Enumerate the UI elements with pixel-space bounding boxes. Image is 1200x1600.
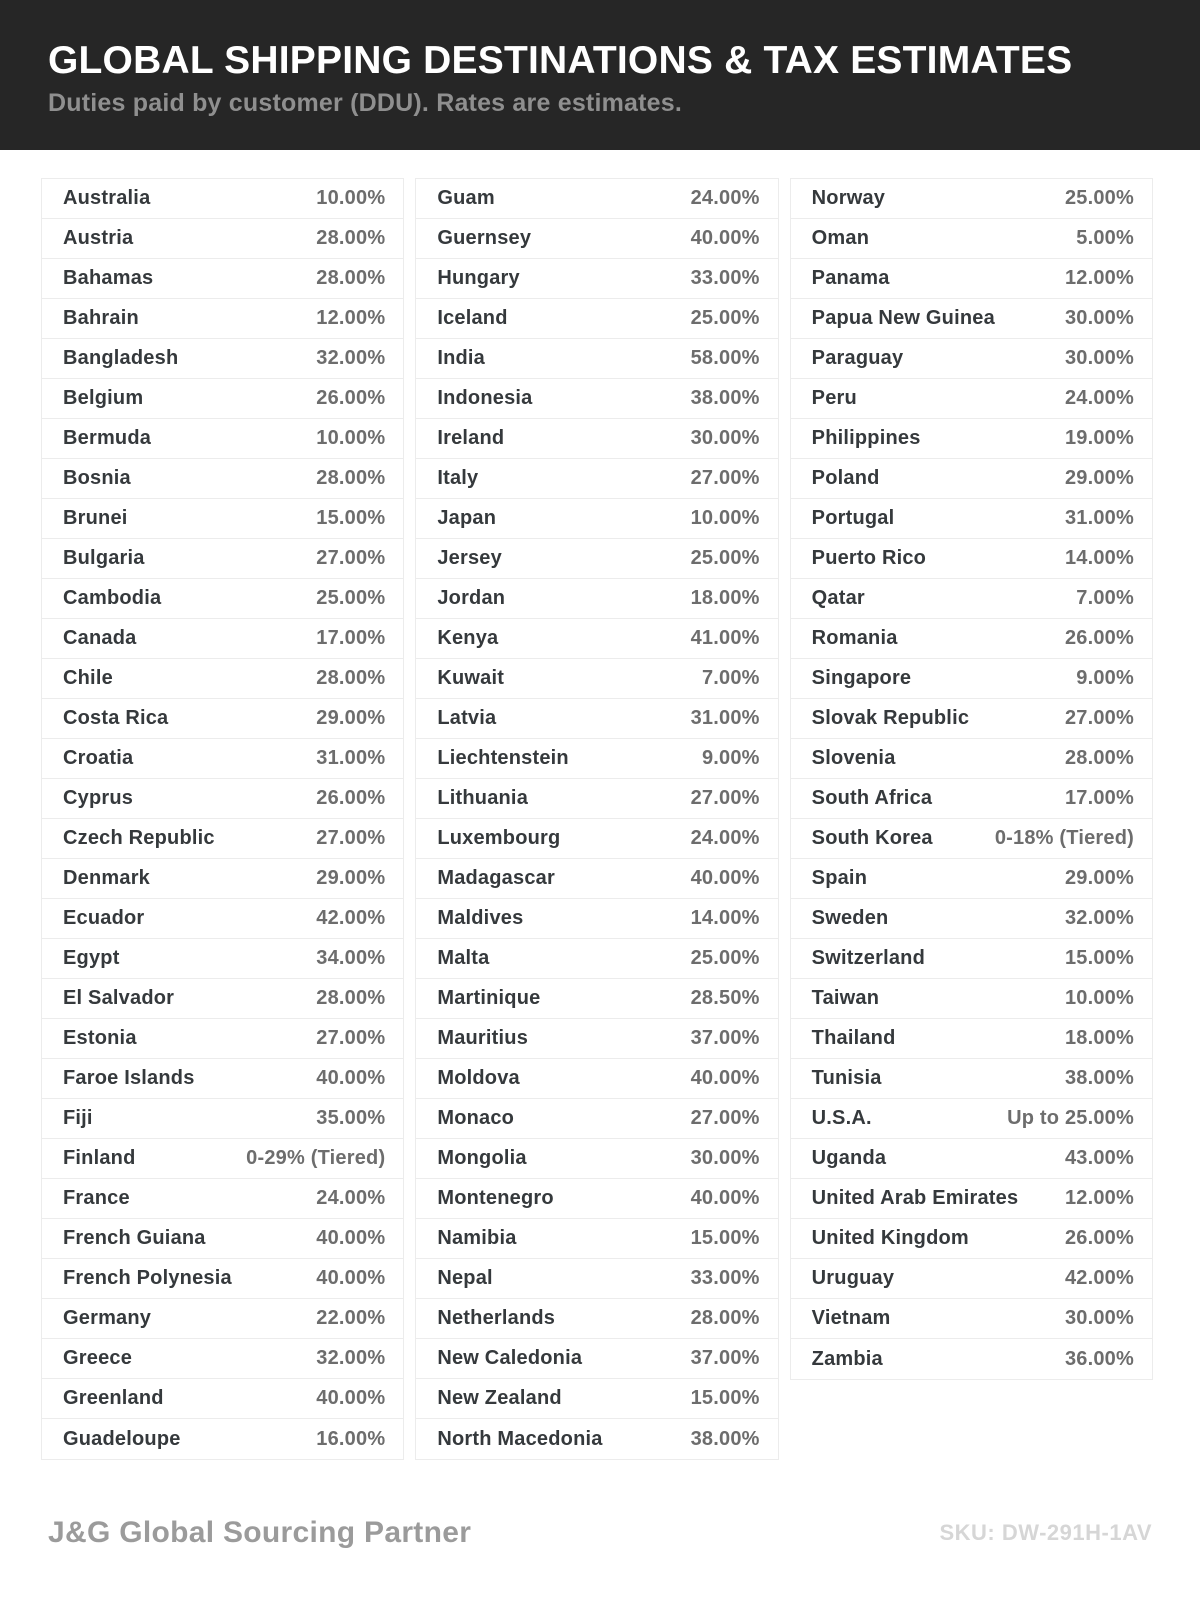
table-row bbox=[42, 1179, 403, 1219]
country-name: Guadeloupe bbox=[63, 1427, 181, 1450]
tax-rate: 34.00% bbox=[316, 947, 386, 969]
tax-rate: 0-29% (Tiered) bbox=[246, 1147, 386, 1169]
table-row bbox=[416, 1099, 777, 1139]
tax-rate: 0-18% (Tiered) bbox=[994, 827, 1134, 849]
table-row bbox=[791, 419, 1152, 459]
country-name: Guernsey bbox=[437, 227, 532, 249]
table-row bbox=[791, 499, 1152, 539]
table-row bbox=[791, 779, 1152, 819]
tax-rate: 27.00% bbox=[1064, 707, 1134, 729]
table-row bbox=[791, 219, 1152, 259]
tax-rate: 30.00% bbox=[1064, 307, 1134, 329]
table-row bbox=[42, 699, 403, 739]
tax-rate: 40.00% bbox=[316, 1227, 386, 1249]
tax-rate: 32.00% bbox=[1064, 907, 1134, 929]
table-row bbox=[42, 979, 403, 1019]
country-name: Cambodia bbox=[63, 587, 162, 609]
country-name: Bahamas bbox=[63, 267, 154, 289]
country-name: Estonia bbox=[63, 1027, 137, 1049]
tax-rate: 14.00% bbox=[1064, 547, 1134, 569]
country-name: Japan bbox=[437, 507, 497, 529]
country-name: Bangladesh bbox=[63, 347, 179, 369]
tax-rate: 28.00% bbox=[690, 1307, 760, 1329]
tax-rate: 27.00% bbox=[316, 547, 386, 569]
tax-rate: 15.00% bbox=[1064, 947, 1134, 969]
country-name: Paraguay bbox=[811, 347, 904, 369]
tax-rate: 26.00% bbox=[1064, 1227, 1134, 1249]
table-row bbox=[416, 1339, 777, 1379]
country-name: Canada bbox=[63, 627, 137, 649]
country-name: Mongolia bbox=[437, 1147, 527, 1169]
country-name: Moldova bbox=[437, 1067, 520, 1089]
tax-rate: 30.00% bbox=[690, 1147, 760, 1169]
table-row bbox=[416, 339, 777, 379]
tax-rate: 28.00% bbox=[316, 467, 386, 489]
table-row bbox=[416, 1019, 777, 1059]
tax-rate: 32.00% bbox=[316, 347, 386, 369]
table-row bbox=[416, 259, 777, 299]
table-row bbox=[416, 699, 777, 739]
country-name: Peru bbox=[811, 387, 857, 409]
country-name: Iceland bbox=[437, 307, 508, 329]
country-name: Jordan bbox=[437, 587, 506, 609]
country-name: Norway bbox=[811, 187, 886, 209]
country-name: Madagascar bbox=[437, 867, 555, 889]
country-name: Cyprus bbox=[63, 787, 134, 809]
country-name: Slovenia bbox=[811, 747, 896, 769]
tax-rate: 40.00% bbox=[690, 1067, 760, 1089]
country-name: South Africa bbox=[811, 787, 933, 809]
tax-rate: 10.00% bbox=[690, 507, 760, 529]
table-row bbox=[416, 1299, 777, 1339]
tax-rate: 32.00% bbox=[316, 1347, 386, 1369]
table-row bbox=[42, 859, 403, 899]
tax-rate: 33.00% bbox=[690, 1267, 760, 1289]
tax-rate: 24.00% bbox=[1064, 387, 1134, 409]
country-name: Egypt bbox=[63, 947, 120, 969]
table-row bbox=[416, 179, 777, 219]
table-row bbox=[791, 939, 1152, 979]
tax-rate: 35.00% bbox=[316, 1107, 386, 1129]
table-row bbox=[42, 539, 403, 579]
table-row bbox=[416, 539, 777, 579]
country-name: Sweden bbox=[811, 907, 889, 929]
table-row bbox=[791, 859, 1152, 899]
tax-rate: 40.00% bbox=[316, 1267, 386, 1289]
table-row bbox=[416, 619, 777, 659]
tax-rate: 14.00% bbox=[690, 907, 760, 929]
country-name: Romania bbox=[811, 627, 898, 649]
country-name: Fiji bbox=[63, 1107, 93, 1129]
rate-column-2 bbox=[415, 178, 778, 1460]
country-name: New Zealand bbox=[437, 1387, 562, 1409]
country-name: Zambia bbox=[811, 1347, 883, 1370]
table-row bbox=[416, 939, 777, 979]
table-row bbox=[42, 659, 403, 699]
tax-rate: 30.00% bbox=[690, 427, 760, 449]
rate-column-1 bbox=[41, 178, 404, 1460]
table-row bbox=[416, 499, 777, 539]
tax-rate: 37.00% bbox=[690, 1347, 760, 1369]
country-name: Malta bbox=[437, 947, 490, 969]
tax-rate: 41.00% bbox=[690, 627, 760, 649]
tax-rate: 25.00% bbox=[690, 547, 760, 569]
tax-rate: 5.00% bbox=[1076, 227, 1134, 249]
tax-rate: 10.00% bbox=[1064, 987, 1134, 1009]
table-row bbox=[791, 259, 1152, 299]
table-row bbox=[42, 1219, 403, 1259]
tax-rate: 25.00% bbox=[690, 947, 760, 969]
tax-rate: 18.00% bbox=[1064, 1027, 1134, 1049]
tax-rate: 25.00% bbox=[1064, 187, 1134, 209]
tax-rate: 28.00% bbox=[316, 267, 386, 289]
country-name: Papua New Guinea bbox=[811, 307, 995, 329]
country-name: Namibia bbox=[437, 1227, 517, 1249]
country-name: French Guiana bbox=[63, 1227, 206, 1249]
tax-rate: 26.00% bbox=[1064, 627, 1134, 649]
country-name: North Macedonia bbox=[437, 1427, 603, 1450]
country-name: Slovak Republic bbox=[811, 707, 970, 729]
table-row bbox=[416, 379, 777, 419]
tax-rate: 25.00% bbox=[316, 587, 386, 609]
country-name: Uruguay bbox=[811, 1267, 895, 1289]
country-name: Oman bbox=[811, 227, 870, 249]
table-row bbox=[791, 1339, 1152, 1379]
tax-rate: 15.00% bbox=[316, 507, 386, 529]
country-name: Poland bbox=[811, 467, 880, 489]
country-name: Spain bbox=[811, 867, 868, 889]
table-row bbox=[791, 1139, 1152, 1179]
tax-rate: 37.00% bbox=[690, 1027, 760, 1049]
table-row bbox=[416, 1179, 777, 1219]
table-row bbox=[42, 299, 403, 339]
tax-rate: 29.00% bbox=[316, 707, 386, 729]
tax-rate: 10.00% bbox=[316, 427, 386, 449]
country-name: Puerto Rico bbox=[811, 547, 927, 569]
table-row bbox=[42, 1379, 403, 1419]
table-row bbox=[42, 339, 403, 379]
table-row bbox=[42, 819, 403, 859]
country-name: France bbox=[63, 1187, 130, 1209]
country-name: India bbox=[437, 347, 485, 369]
country-name: Tunisia bbox=[811, 1067, 882, 1089]
table-row bbox=[42, 619, 403, 659]
table-row bbox=[416, 779, 777, 819]
tax-rate: 33.00% bbox=[690, 267, 760, 289]
tax-rate: 28.00% bbox=[1064, 747, 1134, 769]
country-name: New Caledonia bbox=[437, 1347, 583, 1369]
table-row bbox=[791, 699, 1152, 739]
rate-column-3 bbox=[790, 178, 1153, 1380]
tax-rate: 7.00% bbox=[701, 667, 760, 689]
table-row bbox=[416, 219, 777, 259]
tax-rate: 38.00% bbox=[690, 1427, 760, 1450]
tax-rate: 24.00% bbox=[316, 1187, 386, 1209]
country-name: Maldives bbox=[437, 907, 524, 929]
tax-rate: 27.00% bbox=[316, 1027, 386, 1049]
table-row bbox=[42, 1419, 403, 1459]
country-name: Greece bbox=[63, 1347, 133, 1369]
table-row bbox=[416, 659, 777, 699]
table-row bbox=[791, 659, 1152, 699]
country-name: Monaco bbox=[437, 1107, 515, 1129]
table-row bbox=[791, 179, 1152, 219]
table-row bbox=[42, 379, 403, 419]
table-row bbox=[42, 179, 403, 219]
table-row bbox=[42, 939, 403, 979]
country-name: Bulgaria bbox=[63, 547, 145, 569]
country-name: Bosnia bbox=[63, 467, 131, 489]
table-row bbox=[791, 979, 1152, 1019]
tax-rate: 31.00% bbox=[690, 707, 760, 729]
country-name: Chile bbox=[63, 667, 113, 689]
country-name: Denmark bbox=[63, 867, 150, 889]
table-row bbox=[791, 379, 1152, 419]
tax-rate: 38.00% bbox=[690, 387, 760, 409]
table-row bbox=[416, 1419, 777, 1459]
table-row bbox=[42, 499, 403, 539]
country-name: Switzerland bbox=[811, 947, 925, 969]
tax-rate: 28.00% bbox=[316, 667, 386, 689]
tax-rate: 29.00% bbox=[316, 867, 386, 889]
table-row bbox=[42, 1019, 403, 1059]
tax-rate: 29.00% bbox=[1064, 867, 1134, 889]
tax-rate: 40.00% bbox=[690, 227, 760, 249]
country-name: Faroe Islands bbox=[63, 1067, 195, 1089]
tax-rate: 27.00% bbox=[690, 787, 760, 809]
country-name: Portugal bbox=[811, 507, 895, 529]
country-name: Jersey bbox=[437, 547, 502, 569]
table-row bbox=[791, 819, 1152, 859]
country-name: Nepal bbox=[437, 1267, 493, 1289]
table-row bbox=[416, 1219, 777, 1259]
tax-rate: 22.00% bbox=[316, 1307, 386, 1329]
country-name: United Kingdom bbox=[811, 1227, 969, 1249]
country-name: Bahrain bbox=[63, 307, 139, 329]
footer bbox=[48, 1516, 1152, 1550]
country-name: Luxembourg bbox=[437, 827, 561, 849]
table-row bbox=[42, 1259, 403, 1299]
country-name: Greenland bbox=[63, 1387, 164, 1409]
table-row bbox=[791, 299, 1152, 339]
tax-rate: 17.00% bbox=[316, 627, 386, 649]
country-name: Singapore bbox=[811, 667, 912, 689]
country-name: Germany bbox=[63, 1307, 152, 1329]
page-title: GLOBAL SHIPPING DESTINATIONS & TAX ESTIMATES bbox=[48, 39, 1073, 82]
table-row bbox=[42, 1059, 403, 1099]
country-name: Bermuda bbox=[63, 427, 152, 449]
country-name: Latvia bbox=[437, 707, 497, 729]
country-name: Uganda bbox=[811, 1147, 887, 1169]
table-row bbox=[416, 899, 777, 939]
table-row bbox=[791, 739, 1152, 779]
tax-rate: 28.50% bbox=[690, 987, 760, 1009]
tax-rate: 9.00% bbox=[1076, 667, 1134, 689]
country-name: Montenegro bbox=[437, 1187, 554, 1209]
country-name: El Salvador bbox=[63, 987, 175, 1009]
table-row bbox=[42, 459, 403, 499]
table-row bbox=[791, 619, 1152, 659]
tax-rate: 16.00% bbox=[316, 1427, 386, 1450]
table-row bbox=[42, 779, 403, 819]
country-name: Italy bbox=[437, 467, 479, 489]
country-name: South Korea bbox=[811, 827, 933, 849]
country-name: Qatar bbox=[811, 587, 865, 609]
country-name: Guam bbox=[437, 187, 495, 209]
table-row bbox=[791, 459, 1152, 499]
country-name: Costa Rica bbox=[63, 707, 169, 729]
tax-rate: 12.00% bbox=[316, 307, 386, 329]
table-row bbox=[416, 419, 777, 459]
table-row bbox=[791, 579, 1152, 619]
table-row bbox=[791, 1179, 1152, 1219]
tax-rate: 9.00% bbox=[701, 747, 760, 769]
tax-rate: 38.00% bbox=[1064, 1067, 1134, 1089]
sku-label: SKU: DW-291H-1AV bbox=[939, 1520, 1152, 1545]
brand-name: J&G Global Sourcing Partner bbox=[48, 1516, 472, 1549]
tax-rate: 25.00% bbox=[690, 307, 760, 329]
table-row bbox=[791, 539, 1152, 579]
table-row bbox=[42, 739, 403, 779]
tax-rate: 42.00% bbox=[316, 907, 386, 929]
table-row bbox=[416, 859, 777, 899]
tax-rate: 43.00% bbox=[1064, 1147, 1134, 1169]
country-name: Brunei bbox=[63, 507, 128, 529]
tax-rate: 58.00% bbox=[690, 347, 760, 369]
country-name: Martinique bbox=[437, 987, 541, 1009]
tax-rate: 40.00% bbox=[316, 1387, 386, 1409]
country-name: French Polynesia bbox=[63, 1267, 232, 1289]
tax-rate: 40.00% bbox=[316, 1067, 386, 1089]
table-row bbox=[42, 259, 403, 299]
table-row bbox=[416, 459, 777, 499]
tax-rate: 36.00% bbox=[1064, 1347, 1134, 1370]
table-row bbox=[416, 739, 777, 779]
table-row bbox=[416, 819, 777, 859]
tax-rate: 26.00% bbox=[316, 787, 386, 809]
table-row bbox=[791, 1099, 1152, 1139]
table-row bbox=[42, 219, 403, 259]
country-name: Kuwait bbox=[437, 667, 505, 689]
tax-rate: 26.00% bbox=[316, 387, 386, 409]
country-name: Indonesia bbox=[437, 387, 533, 409]
tax-rate: 27.00% bbox=[690, 1107, 760, 1129]
table-row bbox=[42, 579, 403, 619]
country-name: Philippines bbox=[811, 427, 921, 449]
tax-rate: 30.00% bbox=[1064, 1307, 1134, 1329]
table-row bbox=[42, 899, 403, 939]
country-name: Croatia bbox=[63, 747, 134, 769]
tax-rate: 24.00% bbox=[690, 827, 760, 849]
tax-rate: 15.00% bbox=[690, 1387, 760, 1409]
country-name: Czech Republic bbox=[63, 827, 215, 849]
country-name: United Arab Emirates bbox=[811, 1187, 1019, 1209]
country-name: Belgium bbox=[63, 387, 144, 409]
table-row bbox=[416, 979, 777, 1019]
country-name: Taiwan bbox=[811, 987, 880, 1009]
tax-rate: 30.00% bbox=[1064, 347, 1134, 369]
tax-rate: 15.00% bbox=[690, 1227, 760, 1249]
tax-rate: 7.00% bbox=[1076, 587, 1134, 609]
country-name: U.S.A. bbox=[811, 1107, 872, 1129]
country-name: Ireland bbox=[437, 427, 505, 449]
table-row bbox=[416, 299, 777, 339]
tax-rate: 42.00% bbox=[1064, 1267, 1134, 1289]
table-row bbox=[791, 1299, 1152, 1339]
tax-rate: 31.00% bbox=[316, 747, 386, 769]
tax-rate: 17.00% bbox=[1064, 787, 1134, 809]
country-name: Thailand bbox=[811, 1027, 896, 1049]
tax-rate: 10.00% bbox=[316, 187, 386, 209]
country-name: Finland bbox=[63, 1147, 136, 1169]
country-name: Kenya bbox=[437, 627, 499, 649]
table-row bbox=[791, 1019, 1152, 1059]
country-name: Liechtenstein bbox=[437, 747, 569, 769]
country-name: Austria bbox=[63, 227, 134, 249]
table-row bbox=[42, 1299, 403, 1339]
header-banner bbox=[0, 0, 1200, 150]
table-row bbox=[416, 579, 777, 619]
tax-rate: 28.00% bbox=[316, 987, 386, 1009]
tax-rate: 12.00% bbox=[1064, 1187, 1134, 1209]
country-name: Hungary bbox=[437, 267, 520, 289]
tax-rate: 19.00% bbox=[1064, 427, 1134, 449]
country-name: Lithuania bbox=[437, 787, 529, 809]
tax-rate: 12.00% bbox=[1064, 267, 1134, 289]
tax-rate: 28.00% bbox=[316, 227, 386, 249]
table-row bbox=[791, 339, 1152, 379]
table-row bbox=[791, 1259, 1152, 1299]
table-row bbox=[416, 1059, 777, 1099]
table-row bbox=[42, 419, 403, 459]
table-row bbox=[416, 1379, 777, 1419]
page-subtitle: Duties paid by customer (DDU). Rates are estimates. bbox=[48, 89, 683, 117]
tax-rate: 27.00% bbox=[690, 467, 760, 489]
table-row bbox=[42, 1339, 403, 1379]
table-row bbox=[791, 1059, 1152, 1099]
country-name: Vietnam bbox=[811, 1307, 891, 1329]
tax-rate: 40.00% bbox=[690, 1187, 760, 1209]
table-row bbox=[791, 899, 1152, 939]
tax-rate: 40.00% bbox=[690, 867, 760, 889]
country-name: Ecuador bbox=[63, 907, 145, 929]
rates-table bbox=[41, 178, 1153, 1460]
table-row bbox=[791, 1219, 1152, 1259]
table-row bbox=[416, 1139, 777, 1179]
tax-rate: 31.00% bbox=[1064, 507, 1134, 529]
table-row bbox=[42, 1099, 403, 1139]
tax-rate: 29.00% bbox=[1064, 467, 1134, 489]
country-name: Mauritius bbox=[437, 1027, 529, 1049]
country-name: Panama bbox=[811, 267, 890, 289]
tax-rate: 18.00% bbox=[690, 587, 760, 609]
country-name: Australia bbox=[63, 187, 151, 209]
table-row bbox=[416, 1259, 777, 1299]
country-name: Netherlands bbox=[437, 1307, 556, 1329]
tax-rate: Up to 25.00% bbox=[1007, 1107, 1134, 1129]
table-row bbox=[42, 1139, 403, 1179]
tax-rate: 24.00% bbox=[690, 187, 760, 209]
tax-rate: 27.00% bbox=[316, 827, 386, 849]
